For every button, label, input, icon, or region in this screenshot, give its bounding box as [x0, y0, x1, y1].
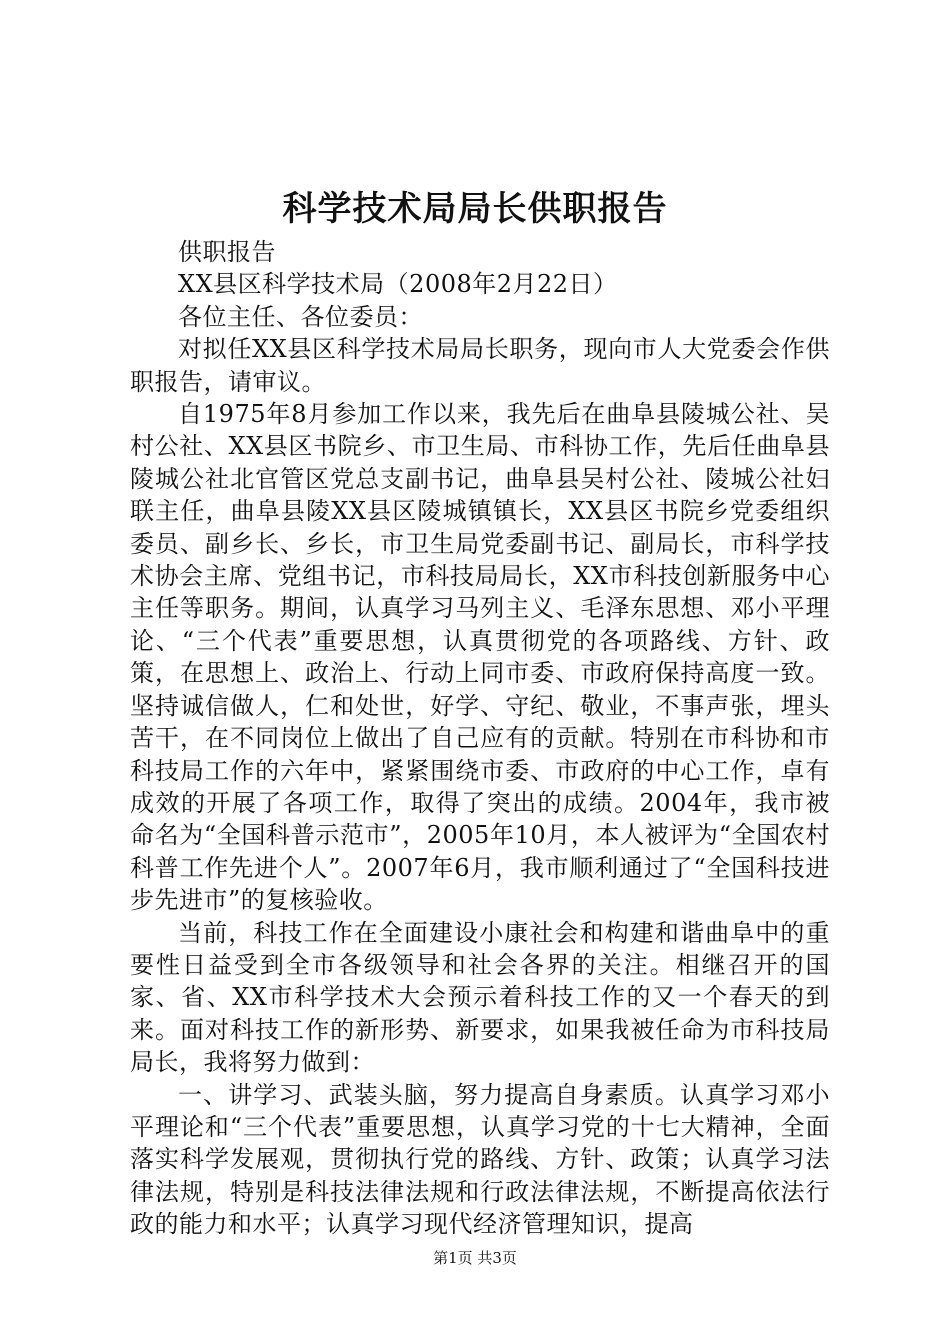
document-title: 科学技术局局长供职报告 — [282, 189, 668, 229]
paragraph-career: 自1975年8月参加工作以来，我先后在曲阜县陵城公社、吴村公社、XX县区书院乡、市卫生局、市科协工作，先后任曲阜县陵城公社北官管区党总支副书记，曲阜县吴村公社、陵城公社妇联主任，曲阜县陵XX县区陵城镇镇长，XX县区书院乡党委组织委员、副乡长、乡长，市卫生局党委副书记、副局长，市科学技术协会主席、党组书记，市科技局局长，XX市科技创新服务中心主任等职务。期间，认真学习马列主义、毛泽东思想、邓小平理论、“三个代表”重要思想，认真贯彻党的各项路线、方针、政策，在思想上、政治上、行动上同市委、市政府保持高度一致。坚持诚信做人，仁和处世，好学、守纪、敬业，不事声张，埋头苦干，在不同岗位上做出了自己应有的贡献。特别在市科协和市科技局工作的六年中，紧紧围绕市委、市政府的中心工作，卓有成效的开展了各项工作，取得了突出的成绩。2004年，我市被命名为“全国科普示范市”，2005年10月，本人被评为“全国农村科普工作先进个人”。2007年6月，我市顺利通过了“全国科技进步先进市”的复核验收。 — [130, 400, 830, 915]
document-body — [130, 236, 830, 1241]
paragraph-heading: 供职报告 — [178, 238, 276, 266]
paragraph-point-one: 一、讲学习、武装头脑，努力提高自身素质。认真学习邓小平理论和“三个代表”重要思想，认真学习党的十七大精神，全面落实科学发展观，贯彻执行党的路线、方针、政策；认真学习法律法规，特别是科技法律法规和行政法律法规，不断提高依法行政的能力和水平；认真学习现代经济管理知识，提高 — [130, 1080, 830, 1239]
paragraph-intro: 对拟任XX县区科学技术局局长职务，现向市人大党委会作供职报告，请审议。 — [130, 335, 830, 396]
paragraph-issuer-date: XX县区科学技术局（2008年2月22日） — [178, 270, 618, 299]
page-indicator: 第1页 共3页 — [433, 1249, 517, 1267]
paragraph-salutation: 各位主任、各位委员： — [178, 302, 423, 331]
paragraph-current-situation: 当前，科技工作在全面建设小康社会和构建和谐曲阜中的重要性日益受到全市各级领导和社会各界的关注。相继召开的国家、省、XX市科学技术大会预示着科技工作的又一个春天的到来。面对科技工作的新形势、新要求，如果我被任命为市科技局局长，我将努力做到： — [130, 918, 830, 1077]
page-footer — [0, 1248, 950, 1268]
